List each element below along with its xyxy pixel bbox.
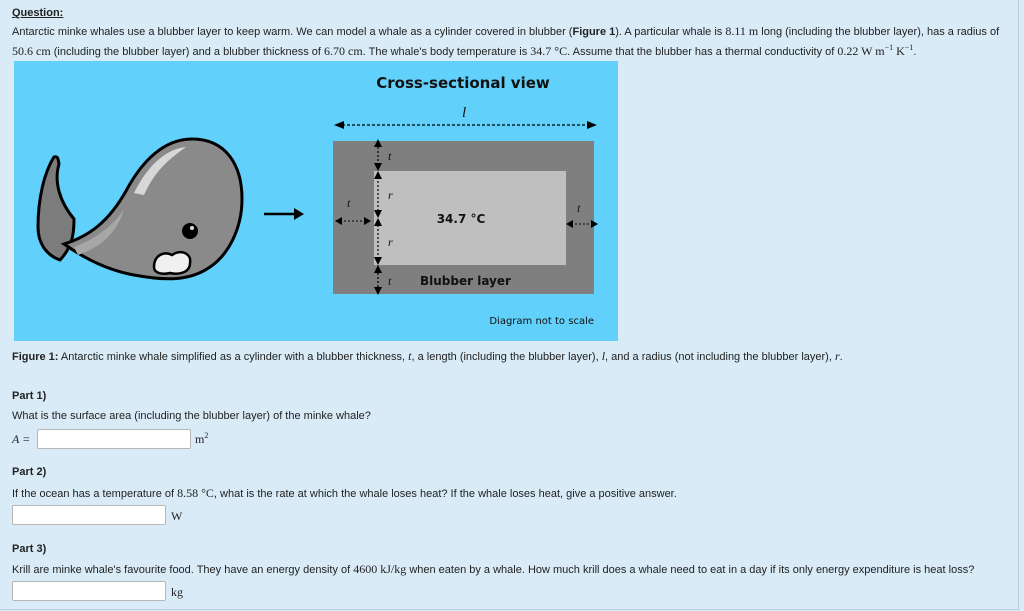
inner-temperature-label: 34.7 °C (436, 212, 486, 226)
whale-eye-shine (190, 226, 194, 230)
caption-label: Figure 1: (12, 351, 59, 363)
radius-label-upper: r (388, 188, 393, 202)
question-text-part: (including the blubber layer) and a blubber thickness of (50, 46, 325, 58)
whale-radius-value: 50.6 cm (12, 44, 51, 58)
caption-var-t: t (408, 349, 412, 363)
caption-text: . (839, 351, 843, 363)
whale-belly-patch (154, 252, 190, 274)
ocean-temperature-value: 8.58 °C (177, 486, 214, 500)
part3-question-text: Krill are minke whale's favourite food. They have an energy density of (12, 564, 354, 576)
caption-var-l: l (601, 349, 606, 363)
figure-1-diagram (14, 61, 618, 341)
question-text-part: . The whale's body temperature is (362, 46, 531, 58)
question-text-part: long (including the blubber layer), has a radius of (758, 26, 1000, 38)
whale-length-value: 8.11 m (725, 24, 759, 38)
part1-unit-base: m (195, 432, 205, 446)
part1-answer-label: A = (12, 432, 31, 446)
caption-text: , and a radius (not including the blubber layer), (605, 351, 835, 363)
part1-question: What is the surface area (including the blubber layer) of the minke whale? (12, 410, 371, 422)
part3-question-text: when eaten by a whale. How much krill does a whale need to eat in a day if its only energy expenditure is heat loss? (406, 564, 975, 576)
part1-unit (195, 431, 208, 447)
thickness-label-right: t (577, 201, 581, 215)
question-text-part: Antarctic minke whales use a blubber layer to keep warm. We can model a whale as a cylinder covered in blubber ( (12, 26, 573, 38)
caption-var-r: r (834, 349, 840, 363)
part1-answer-input[interactable] (37, 429, 191, 449)
length-label: l (462, 105, 467, 121)
part1-heading: Part 1) (12, 390, 47, 402)
question-text-part: . Assume that the blubber has a thermal conductivity of (567, 46, 838, 58)
thickness-label-left: t (347, 196, 351, 210)
energy-density-value: 4600 kJ/kg (353, 562, 407, 576)
caption-text: Antarctic minke whale simplified as a cylinder with a blubber thickness, (58, 351, 409, 363)
conductivity-value (837, 44, 913, 58)
figure-reference: Figure 1 (572, 26, 616, 38)
question-text-part: ). A particular whale is (615, 26, 726, 38)
question-text (12, 24, 1002, 60)
body-temperature-value: 34.7 °C (530, 44, 568, 58)
blubber-thickness-value: 6.70 cm (324, 44, 363, 58)
conductivity-exponent: −1 (904, 43, 914, 52)
part3-heading: Part 3) (12, 543, 47, 555)
conductivity-kelvin: K (893, 44, 905, 58)
radius-label-lower: r (388, 235, 393, 249)
part1-unit-exponent: 2 (204, 431, 209, 440)
conductivity-number: 0.22 W m (837, 44, 885, 58)
thickness-label-top: t (388, 149, 392, 163)
scale-note: Diagram not to scale (489, 316, 594, 327)
part2-heading: Part 2) (12, 466, 47, 478)
part2-answer-input[interactable] (12, 505, 166, 525)
part2-question-text: , what is the rate at which the whale loses heat? If the whale loses heat, give a positive answer. (213, 488, 677, 500)
part3-unit: kg (171, 585, 183, 599)
conductivity-exponent: −1 (884, 43, 894, 52)
question-heading: Question: (12, 7, 64, 19)
part3-question (12, 562, 974, 577)
diagram-title: Cross-sectional view (376, 74, 550, 92)
whale-eye (182, 223, 198, 239)
figure-caption (12, 349, 1002, 364)
question-text-part: . (913, 46, 917, 58)
part2-unit: W (171, 509, 183, 523)
part3-answer-input[interactable] (12, 581, 166, 601)
blubber-layer-label: Blubber layer (420, 274, 511, 288)
thickness-label-bottom: t (388, 274, 392, 288)
part2-question (12, 486, 677, 501)
part2-question-text: If the ocean has a temperature of (12, 488, 178, 500)
caption-text: , a length (including the blubber layer), (411, 351, 602, 363)
